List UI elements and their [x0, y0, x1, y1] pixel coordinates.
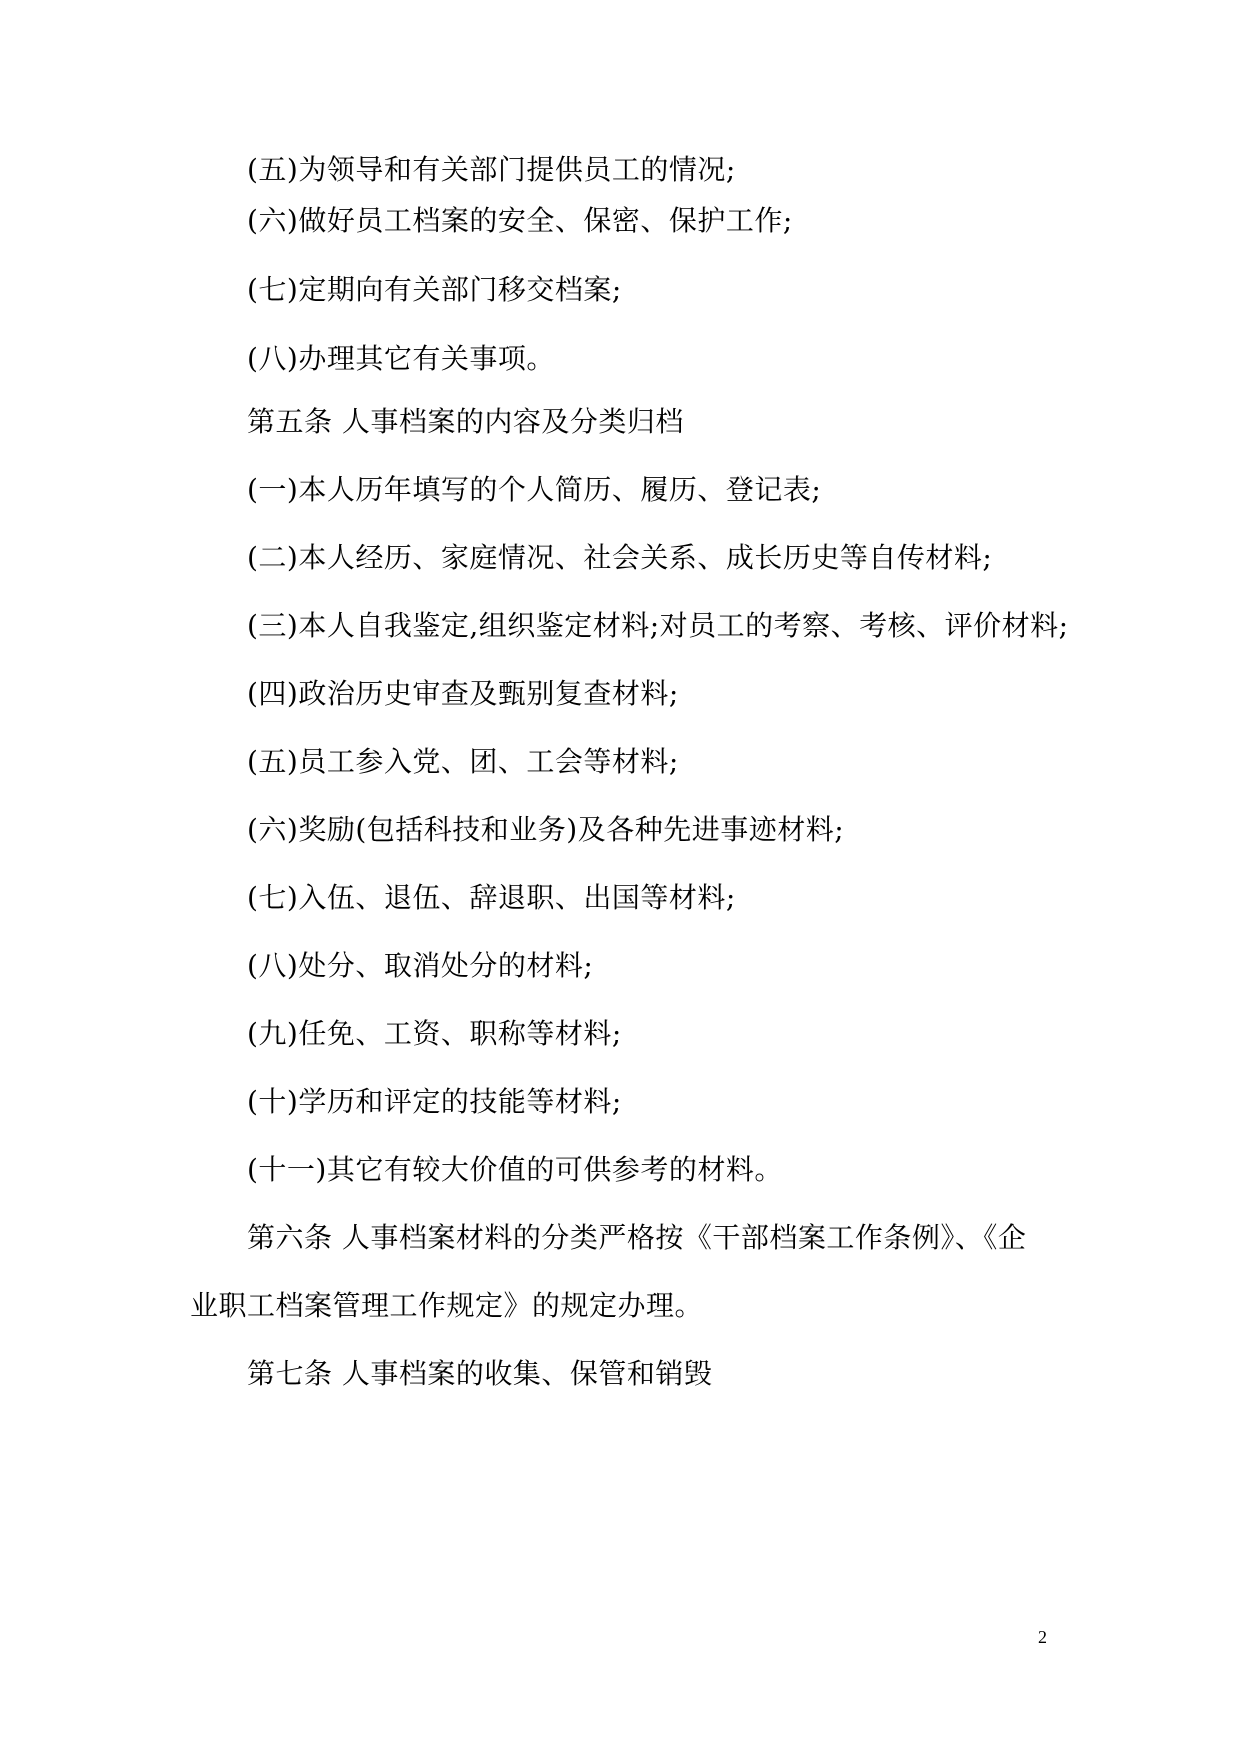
- page-number: 2: [1038, 1627, 1047, 1647]
- list-item-9-content: (九)任免、工资、职称等材料;: [247, 1017, 622, 1050]
- article-6-line-2: 业职工档案管理工作规定》的规定办理。: [190, 1289, 704, 1322]
- list-item-7-content: (七)入伍、退伍、辞退职、出国等材料;: [247, 881, 736, 914]
- list-item-7-duty: (七)定期向有关部门移交档案;: [247, 273, 622, 306]
- list-item-11-content: (十一)其它有较大价值的可供参考的材料。: [247, 1153, 783, 1186]
- list-item-8-content: (八)处分、取消处分的材料;: [247, 949, 594, 982]
- article-5-heading: 第五条 人事档案的内容及分类归档: [247, 405, 684, 438]
- list-item-2-content: (二)本人经历、家庭情况、社会关系、成长历史等自传材料;: [247, 541, 993, 574]
- list-item-6-duty: (六)做好员工档案的安全、保密、保护工作;: [247, 204, 793, 237]
- list-item-6-content: (六)奖励(包括科技和业务)及各种先进事迹材料;: [247, 813, 845, 846]
- list-item-4-content: (四)政治历史审查及甄别复查材料;: [247, 677, 679, 710]
- list-item-5-content: (五)员工参入党、团、工会等材料;: [247, 745, 679, 778]
- list-item-8-duty: (八)办理其它有关事项。: [247, 342, 555, 375]
- article-7-heading: 第七条 人事档案的收集、保管和销毁: [247, 1357, 713, 1390]
- list-item-1-content: (一)本人历年填写的个人简历、履历、登记表;: [247, 473, 822, 506]
- list-item-10-content: (十)学历和评定的技能等材料;: [247, 1085, 622, 1118]
- list-item-5-duty: (五)为领导和有关部门提供员工的情况;: [247, 153, 736, 186]
- list-item-3-content: (三)本人自我鉴定,组织鉴定材料;对员工的考察、考核、评价材料;: [247, 609, 1069, 642]
- article-6-line-1: 第六条 人事档案材料的分类严格按《干部档案工作条例》、《企: [247, 1221, 1027, 1254]
